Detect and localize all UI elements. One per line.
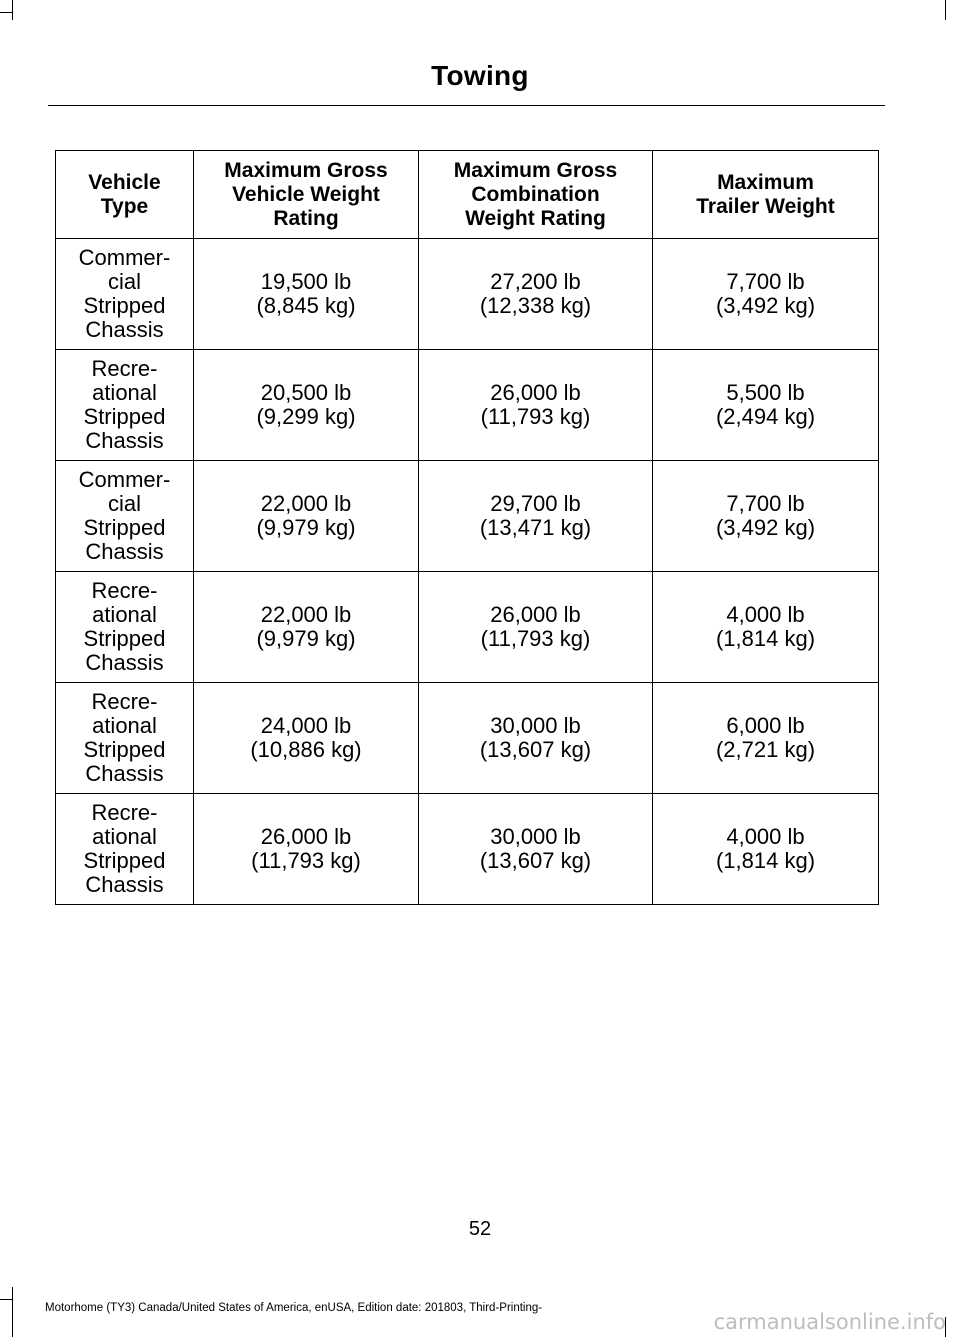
- table-row: [56, 239, 879, 350]
- cell-line: 7,700 lb: [726, 491, 805, 516]
- gcwr-cell: [419, 572, 653, 683]
- cell-line: 29,700 lb: [490, 491, 581, 516]
- cell-line: 20,500 lb: [260, 380, 352, 405]
- cell-line: ational: [92, 713, 157, 738]
- cell-line: (9,299 kg): [256, 404, 356, 429]
- vehicle-type-cell: [56, 683, 194, 794]
- cell-line: (1,814 kg): [715, 848, 816, 873]
- gvwr-cell: [194, 239, 419, 350]
- header-line: Maximum Gross: [453, 158, 618, 182]
- header-line: Combination: [471, 182, 600, 206]
- cell-line: Stripped: [83, 737, 166, 762]
- cell-line: Recre-: [91, 578, 158, 603]
- cell-line: 7,700 lb: [726, 269, 805, 294]
- cell-line: Chassis: [85, 761, 164, 786]
- table-row: [56, 350, 879, 461]
- vehicle-type-cell: [56, 239, 194, 350]
- trailer-weight-cell: [653, 683, 879, 794]
- cell-line: Stripped: [83, 404, 166, 429]
- cell-line: (2,494 kg): [715, 404, 816, 429]
- cell-line: cial: [107, 491, 141, 516]
- header-divider: [48, 105, 885, 106]
- header-line: Vehicle Weight: [232, 182, 380, 206]
- cell-line: Stripped: [83, 626, 166, 651]
- cell-line: Recre-: [91, 356, 158, 381]
- cell-line: (8,845 kg): [256, 293, 356, 318]
- cell-line: (11,793 kg): [251, 848, 361, 873]
- cell-line: Commer-: [78, 467, 171, 492]
- towing-weights-table: [55, 150, 879, 905]
- crop-mark: [0, 1299, 12, 1300]
- cell-line: (11,793 kg): [480, 404, 591, 429]
- column-header-gvwr: [194, 151, 419, 239]
- cell-line: 24,000 lb: [260, 713, 352, 738]
- column-header-vehicle-type: [56, 151, 194, 239]
- cell-line: 19,500 lb: [260, 269, 352, 294]
- header-line: Maximum: [717, 170, 814, 194]
- trailer-weight-cell: [653, 794, 879, 905]
- gvwr-cell: [194, 683, 419, 794]
- cell-line: Chassis: [85, 872, 164, 897]
- cell-line: Recre-: [91, 800, 158, 825]
- cell-line: ational: [92, 602, 157, 627]
- cell-line: 6,000 lb: [726, 713, 805, 738]
- watermark: carmanualsonline.info: [713, 1310, 946, 1334]
- table-row: [56, 683, 879, 794]
- cell-line: (1,814 kg): [715, 626, 816, 651]
- trailer-weight-cell: [653, 572, 879, 683]
- gvwr-cell: [194, 350, 419, 461]
- header-line: Type: [100, 194, 149, 218]
- gvwr-cell: [194, 461, 419, 572]
- cell-line: Chassis: [85, 317, 164, 342]
- cell-line: (9,979 kg): [256, 515, 356, 540]
- cell-line: cial: [107, 269, 141, 294]
- vehicle-type-cell: [56, 350, 194, 461]
- cell-line: Stripped: [83, 848, 166, 873]
- column-header-trailer-weight: [653, 151, 879, 239]
- cell-line: Commer-: [78, 245, 171, 270]
- cell-line: (2,721 kg): [715, 737, 816, 762]
- trailer-weight-cell: [653, 239, 879, 350]
- page-title: Towing: [431, 60, 529, 91]
- trailer-weight-cell: [653, 461, 879, 572]
- cell-line: Recre-: [91, 689, 158, 714]
- cell-line: (3,492 kg): [715, 293, 816, 318]
- gvwr-cell: [194, 794, 419, 905]
- crop-mark: [12, 1287, 13, 1337]
- table-row: [56, 461, 879, 572]
- vehicle-type-cell: [56, 461, 194, 572]
- cell-line: 4,000 lb: [726, 824, 805, 849]
- trailer-weight-cell: [653, 350, 879, 461]
- cell-line: (13,471 kg): [479, 515, 592, 540]
- cell-line: Stripped: [83, 515, 166, 540]
- cell-line: 4,000 lb: [726, 602, 805, 627]
- header-line: Vehicle: [88, 170, 161, 194]
- header-line: Rating: [273, 206, 339, 230]
- vehicle-type-cell: [56, 794, 194, 905]
- cell-line: 5,500 lb: [726, 380, 805, 405]
- cell-line: (11,793 kg): [480, 626, 591, 651]
- cell-line: Chassis: [85, 428, 164, 453]
- cell-line: 22,000 lb: [260, 602, 352, 627]
- gcwr-cell: [419, 461, 653, 572]
- table-row: [56, 572, 879, 683]
- page-number: 52: [468, 1218, 492, 1240]
- cell-line: Chassis: [85, 650, 164, 675]
- crop-mark: [945, 0, 946, 20]
- gcwr-cell: [419, 683, 653, 794]
- gcwr-cell: [419, 350, 653, 461]
- column-header-gcwr: [419, 151, 653, 239]
- cell-line: ational: [92, 824, 157, 849]
- vehicle-type-cell: [56, 572, 194, 683]
- gcwr-cell: [419, 239, 653, 350]
- cell-line: 26,000 lb: [490, 602, 581, 627]
- cell-line: ational: [92, 380, 157, 405]
- crop-mark: [0, 12, 12, 13]
- cell-line: (3,492 kg): [715, 515, 816, 540]
- edition-footer: Motorhome (TY3) Canada/United States of America, enUSA, Edition date: 201803, Third-Printing-: [45, 1302, 543, 1314]
- cell-line: (9,979 kg): [256, 626, 356, 651]
- cell-line: 26,000 lb: [260, 824, 352, 849]
- header-line: Trailer Weight: [696, 194, 835, 218]
- cell-line: (13,607 kg): [479, 737, 592, 762]
- cell-line: Chassis: [85, 539, 164, 564]
- gvwr-cell: [194, 572, 419, 683]
- table-header-row: [56, 151, 879, 239]
- cell-line: 22,000 lb: [260, 491, 352, 516]
- header-line: Maximum Gross: [224, 158, 388, 182]
- header-line: Weight Rating: [465, 206, 606, 230]
- cell-line: (13,607 kg): [479, 848, 592, 873]
- cell-line: 26,000 lb: [490, 380, 581, 405]
- cell-line: (12,338 kg): [479, 293, 592, 318]
- cell-line: 30,000 lb: [490, 824, 581, 849]
- cell-line: Stripped: [83, 293, 166, 318]
- cell-line: (10,886 kg): [250, 737, 362, 762]
- crop-mark: [12, 0, 13, 20]
- cell-line: 27,200 lb: [490, 269, 581, 294]
- gcwr-cell: [419, 794, 653, 905]
- cell-line: 30,000 lb: [490, 713, 581, 738]
- table-row: [56, 794, 879, 905]
